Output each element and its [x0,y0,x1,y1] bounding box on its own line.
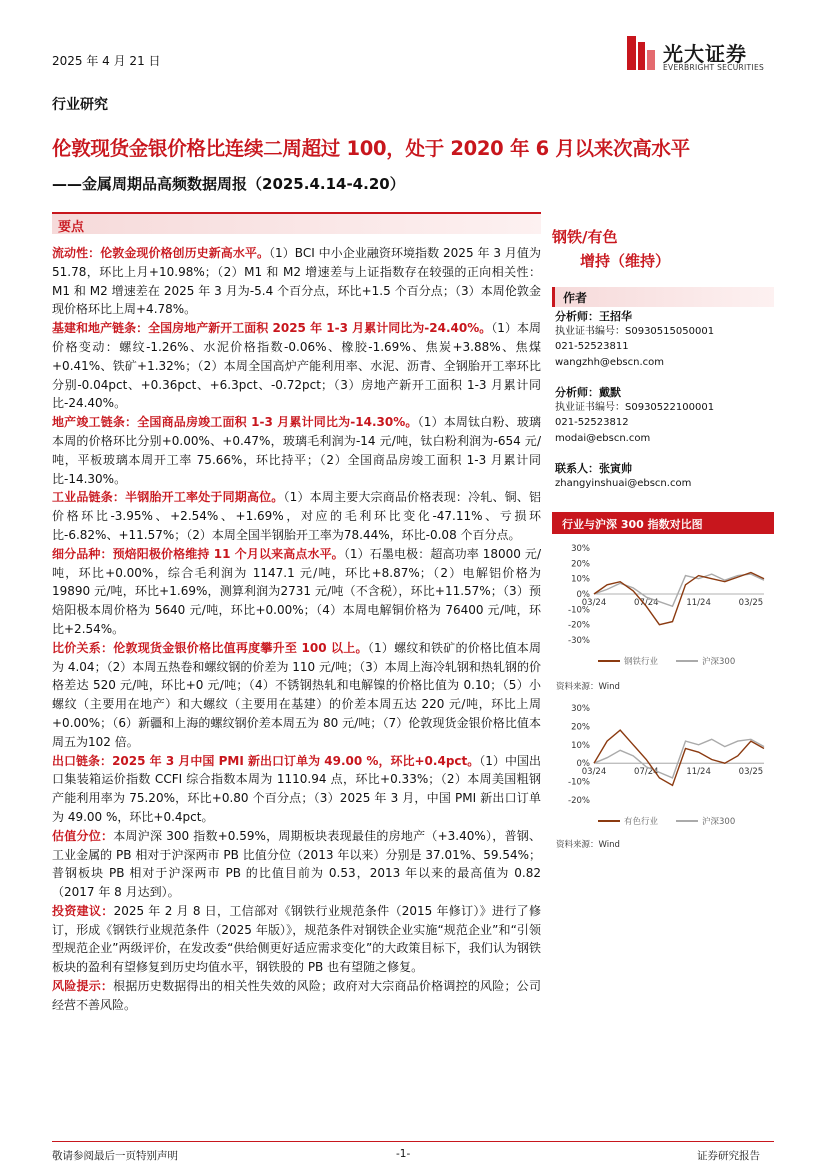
summary-paragraph-risk [52,977,541,1015]
chart-svg [552,540,774,670]
contact-card [555,461,691,491]
report-subtitle: ——金属周期品高频数据周报（2025.4.14-4.20） [52,175,405,193]
y-tick-label: 0% [576,759,590,770]
footer-disclaimer: 敬请参阅最后一页特别声明 [52,1150,178,1162]
paragraph-lead: 投资建议： [52,903,114,918]
sector-rating-block [552,226,752,271]
contact-name: 联系人：张寅帅 [555,462,632,475]
summary-body [52,244,541,1015]
paragraph-text: 2025 年 2 月 8 日，工信部对《钢铁行业规范条件（2015 年修订）》进行了修订，形成《钢铁行业规范条件（2025 年版）》，规范条件对钢铁企业实施“规范企业”和“引领型规范企业”两级评价，在发改委“供给侧更好适应需求变化”的大政策目标下，我们认为钢铁板块的盈利有望修复到历史均值水平，钢铁股的 PB 也有望随之修复。 [52,903,541,975]
report-category: 行业研究 [52,97,108,113]
chart-source: 资料来源：Wind [556,840,620,850]
chart-source: 资料来源：Wind [556,682,620,692]
author-phone: 021-52523811 [555,341,629,353]
authors-heading: 作者 [563,291,588,305]
summary-paragraph-liquidity [52,244,541,319]
x-tick-label: 03/24 [581,767,607,778]
author-name: 分析师：王招华 [555,310,632,323]
footer-divider [52,1141,774,1142]
company-logo [627,36,777,76]
y-tick-label: 0% [576,590,590,600]
author-card [555,309,714,370]
paragraph-lead: 流动性：伦敦金现价格创历史新高水平。 [52,246,269,260]
chart-svg [552,700,774,830]
summary-heading-bar [52,212,541,234]
contact-email: zhangyinshuai@ebscn.com [555,478,692,490]
x-tick-label: 07/24 [634,598,659,608]
legend-label: 有色行业 [624,817,659,827]
summary-paragraph-export [52,752,541,827]
author-email: wangzhh@ebscn.com [555,356,664,368]
paragraph-text: （1）中国出口集装箱运价指数 CCFI 综合指数本周为 1110.94 点，环比+0.33%；（2）本周美国粗钢产能利用率为 75.20%，环比+0.80 个百分点；（3）2025 年 3 月，中国 PMI 新出口订单为 49.00 %，环比+0.4pct。 [52,753,541,824]
authors-heading-bar [552,287,774,307]
y-tick-label: 20% [571,559,590,570]
x-tick-label: 11/24 [686,598,711,608]
paragraph-text: 根据历史数据得出的相关性失效的风险；政府对大宗商品价格调控的风险；公司经营不善风险。 [52,979,541,1012]
sector-name: 钢铁/有色 [552,228,618,246]
y-tick-label: -10% [568,605,590,616]
logo-name-en: EVERBRIGHT SECURITIES [663,63,765,72]
paragraph-lead: 出口链条：2025 年 3 月中国 PMI 新出口订单为 49.00 %，环比+0.4pct。 [52,753,480,768]
paragraph-text: 本周沪深 300 指数+0.59%，周期板块表现最佳的房地产（+3.40%），普钢、工业金属的 PB 相对于沪深两市 PB 比值分位（2013 年以来）分别是 37.01%、59.54%；普钢板块 PB 相对于沪深两市 PB 的比值目前为 0.53，2013 年以来的最高值为 0.82（2017 年 8 月达到）。 [52,828,541,900]
y-tick-label: 30% [571,704,590,714]
report-date: 2025 年 4 月 21 日 [52,54,161,68]
x-tick-label: 07/24 [634,767,659,778]
x-tick-label: 03/25 [738,598,764,608]
summary-heading: 要点 [58,220,85,235]
author-email: modai@ebscn.com [555,432,651,444]
legend-label: 沪深300 [702,657,736,667]
y-tick-label: 10% [571,574,590,585]
summary-paragraph-industrial [52,488,541,544]
summary-paragraph-investment [52,902,541,977]
chart-steel-vs-csi300 [552,540,774,670]
paragraph-text: （1）本周钛白粉、玻璃本周的价格环比分别+0.00%、+0.47%，玻璃毛利润为-14 元/吨，钛白粉利润为-654 元/吨，平板玻璃本周开工率 75.66%，环比持平；（2）全国商品房竣工面积 1-3 月累计同比-14.30%。 [52,415,541,486]
logo-name-cn: 光大证券 [663,42,747,66]
author-phone: 021-52523812 [555,417,629,429]
paragraph-text: （1）本周价格变动：螺纹-1.26%、水泥价格指数-0.06%、橡胶-1.69%、焦炭+3.88%、焦煤+0.41%、铁矿+1.32%；（2）本周全国高炉产能利用率、水泥、沥青、全钢胎开工率环比分别-0.04pct、+0.36pct、+6.3pct、-0.72pct；（3）房地产新开工面积 1-3 月累计同比-24.40%。 [52,321,541,411]
chart-heading: 行业与沪深 300 指数对比图 [562,518,703,531]
paragraph-lead: 风险提示： [52,979,114,994]
logo-mark-icon [627,36,655,70]
legend-label: 钢铁行业 [624,657,659,667]
author-cert: 执业证书编号：S0930522100001 [555,402,715,414]
page-number: -1- [396,1148,411,1160]
author-card [555,385,714,446]
footer-doc-type: 证券研究报告 [697,1150,760,1162]
paragraph-text: （1）螺纹和铁矿的价格比值本周为 4.04；（2）本周五热卷和螺纹钢的价差为 110 元/吨；（3）本周上海冷轧钢和热轧钢的价格差达 520 元/吨，环比+0 元/吨；（4）不锈钢热轧和电解镍的价格比值为 0.10；（5）小螺纹（主要用在地产）和大螺纹（主要用在基建）的价差本周五达 220 元/吨，环比上周+0.00%；（6）新疆和上海的螺纹钢价差本周五为 80 元/吨；（7）伦敦现货金银价格比值本周五为102 倍。 [52,640,541,749]
chart-heading-bar [552,512,774,534]
summary-paragraph-infrastructure [52,319,541,413]
paragraph-lead: 工业品链条：半钢胎开工率处于同期高位。 [52,490,284,505]
x-tick-label: 11/24 [686,767,711,778]
y-tick-label: -30% [568,636,590,646]
paragraph-lead: 比价关系：伦敦现货金银价格比值再度攀升至 100 以上。 [52,640,368,655]
paragraph-text: （1）BCI 中小企业融资环境指数 2025 年 3 月值为 51.78，环比上月+10.98%；（2）M1 和 M2 增速差与上证指数存在较强的正向相关性：M1 和 M2 增速差在 2025 年 3 月为-5.4 个百分点，环比+1.5 个百分点；（3）本周伦敦金现价格环比上周+4.78%。 [52,246,541,317]
paragraph-lead: 基建和地产链条：全国房地产新开工面积 2025 年 1-3 月累计同比为-24.40%。 [52,321,492,336]
report-title: 伦敦现货金银价格比连续二周超过 100，处于 2020 年 6 月以来次高水平 [52,137,690,160]
paragraph-text: （1）石墨电极：超高功率 18000 元/吨，环比+0.00%，综合毛利润为 1147.1 元/吨，环比+8.87%；（2）电解铝价格为 19890 元/吨，环比+1.69%，测算利润为2731 元/吨（不含税），环比+11.57%；（3）预焙阳极本周价格为 5640 元/吨，环比+0.00%；（4）本周电解铜价格为 76400 元/吨，环比+2.54%。 [52,546,542,636]
chart-nonferrous-vs-csi300 [552,700,774,830]
legend-label: 沪深300 [702,817,736,827]
summary-paragraph-segments [52,545,541,639]
summary-paragraph-ratios [52,639,541,752]
y-tick-label: -20% [568,620,590,631]
paragraph-text: （1）本周主要大宗商品价格表现：冷轧、铜、铝价格环比-3.95%、+2.54%、+1.69%，对应的毛利环比变化-47.11%、亏损环比-6.82%、+11.57%；（2）本周全国半钢胎开工率为78.44%，环比-0.08 个百分点。 [52,490,541,542]
author-name: 分析师：戴默 [555,386,621,399]
paragraph-lead: 估值分位： [52,828,114,843]
y-tick-label: 30% [571,544,590,554]
x-tick-label: 03/24 [581,598,607,608]
y-tick-label: 20% [571,722,590,733]
y-tick-label: -10% [568,777,590,788]
paragraph-lead: 细分品种：预焙阳极价格维持 11 个月以来高点水平。 [52,546,344,561]
author-cert: 执业证书编号：S0930515050001 [555,326,715,338]
paragraph-lead: 地产竣工链条：全国商品房竣工面积 1-3 月累计同比为-14.30%。 [52,415,418,430]
summary-paragraph-completion [52,413,541,488]
sector-rating: 增持（维持） [580,252,671,270]
y-tick-label: -20% [568,796,590,806]
y-tick-label: 10% [571,740,590,751]
x-tick-label: 03/25 [738,767,764,778]
summary-paragraph-valuation [52,827,541,902]
